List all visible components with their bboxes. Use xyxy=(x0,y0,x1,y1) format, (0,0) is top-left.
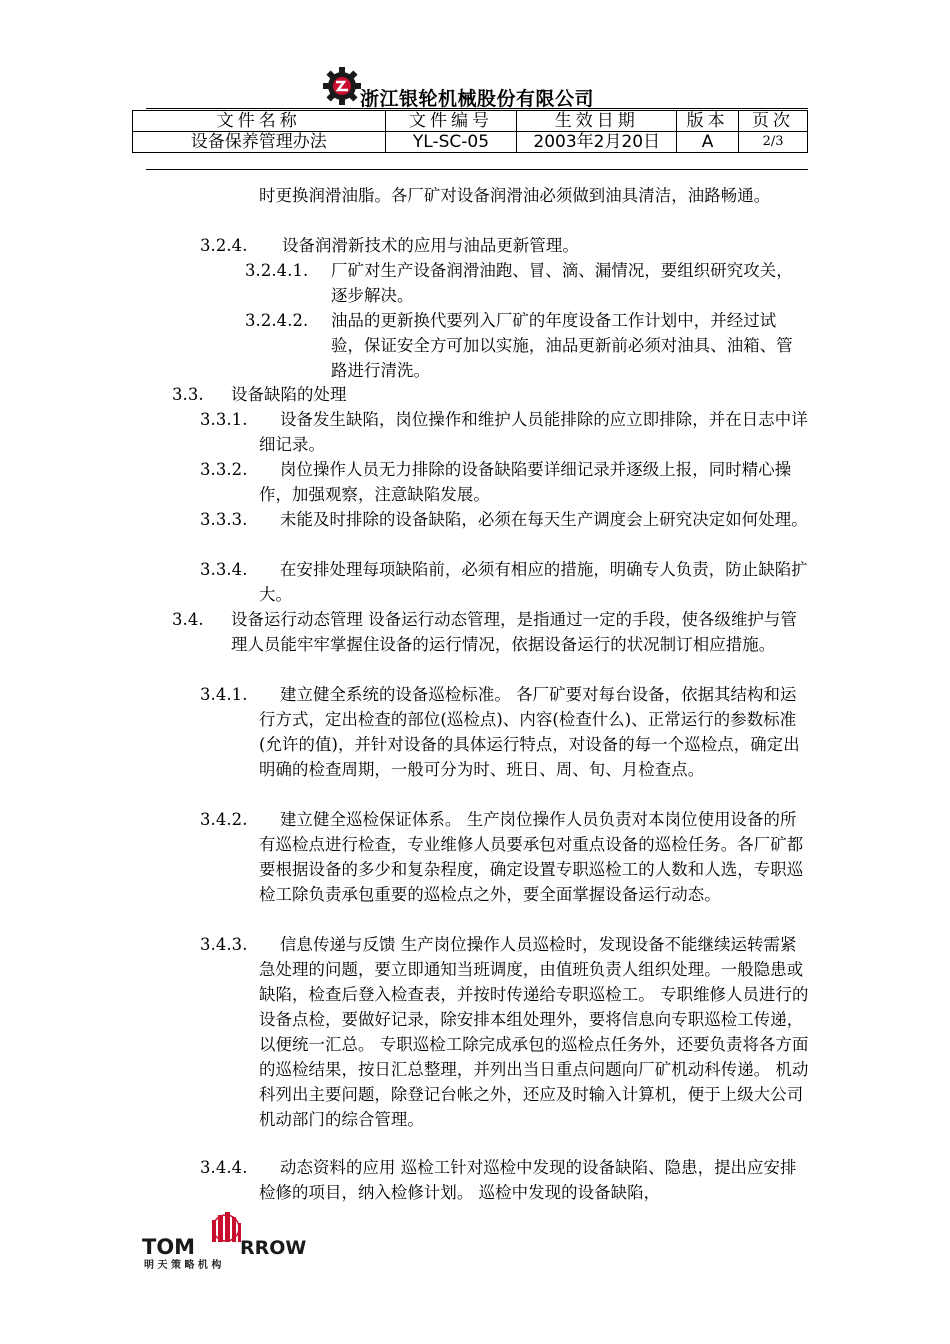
section-number: 3.2.4.1. xyxy=(245,261,309,280)
value-effective-date: 2003年2月20日 xyxy=(517,132,677,153)
section-number: 3.4.3. xyxy=(200,935,248,954)
value-version: A xyxy=(677,132,739,153)
header-file-name: 文件名称 xyxy=(133,111,386,132)
value-file-name: 设备保养管理办法 xyxy=(133,132,386,153)
logo-word-right: RROW xyxy=(240,1237,307,1259)
info-table-header-row xyxy=(133,111,808,132)
company-gear-logo-icon xyxy=(322,66,362,106)
header-rule xyxy=(146,108,808,109)
section-number: 3.2.4. xyxy=(200,236,248,255)
section-number: 3.3.2. xyxy=(200,460,248,479)
header-page: 页次 xyxy=(739,111,808,132)
header-version: 版本 xyxy=(677,111,739,132)
section-number: 3.3.1. xyxy=(200,410,248,429)
section-number: 3.4.2. xyxy=(200,810,248,829)
section-number: 3.3. xyxy=(172,385,204,404)
value-file-number: YL-SC-05 xyxy=(385,132,517,153)
building-skyline-icon xyxy=(212,1212,241,1242)
value-page: 2/3 xyxy=(739,132,808,153)
logo-word-left: TOM xyxy=(142,1235,196,1259)
section-number: 3.4. xyxy=(172,610,204,629)
header-bottom-rule xyxy=(146,169,808,170)
section-number: 3.3.3. xyxy=(200,510,248,529)
tomorrow-strategy-logo xyxy=(140,1212,310,1272)
section-number: 3.4.4. xyxy=(200,1158,248,1177)
section-number: 3.3.4. xyxy=(200,560,248,579)
document-info-table xyxy=(132,110,808,153)
company-header xyxy=(0,66,950,110)
info-table-value-row xyxy=(133,132,808,153)
company-name: 浙江银轮机械股份有限公司 xyxy=(360,88,595,110)
section-number: 3.4.1. xyxy=(200,685,248,704)
logo-subtitle: 明 天 策 略 机 构 xyxy=(144,1260,222,1271)
header-effective-date: 生效日期 xyxy=(517,111,677,132)
section-number: 3.2.4.2. xyxy=(245,311,309,330)
header-file-number: 文件编号 xyxy=(385,111,517,132)
